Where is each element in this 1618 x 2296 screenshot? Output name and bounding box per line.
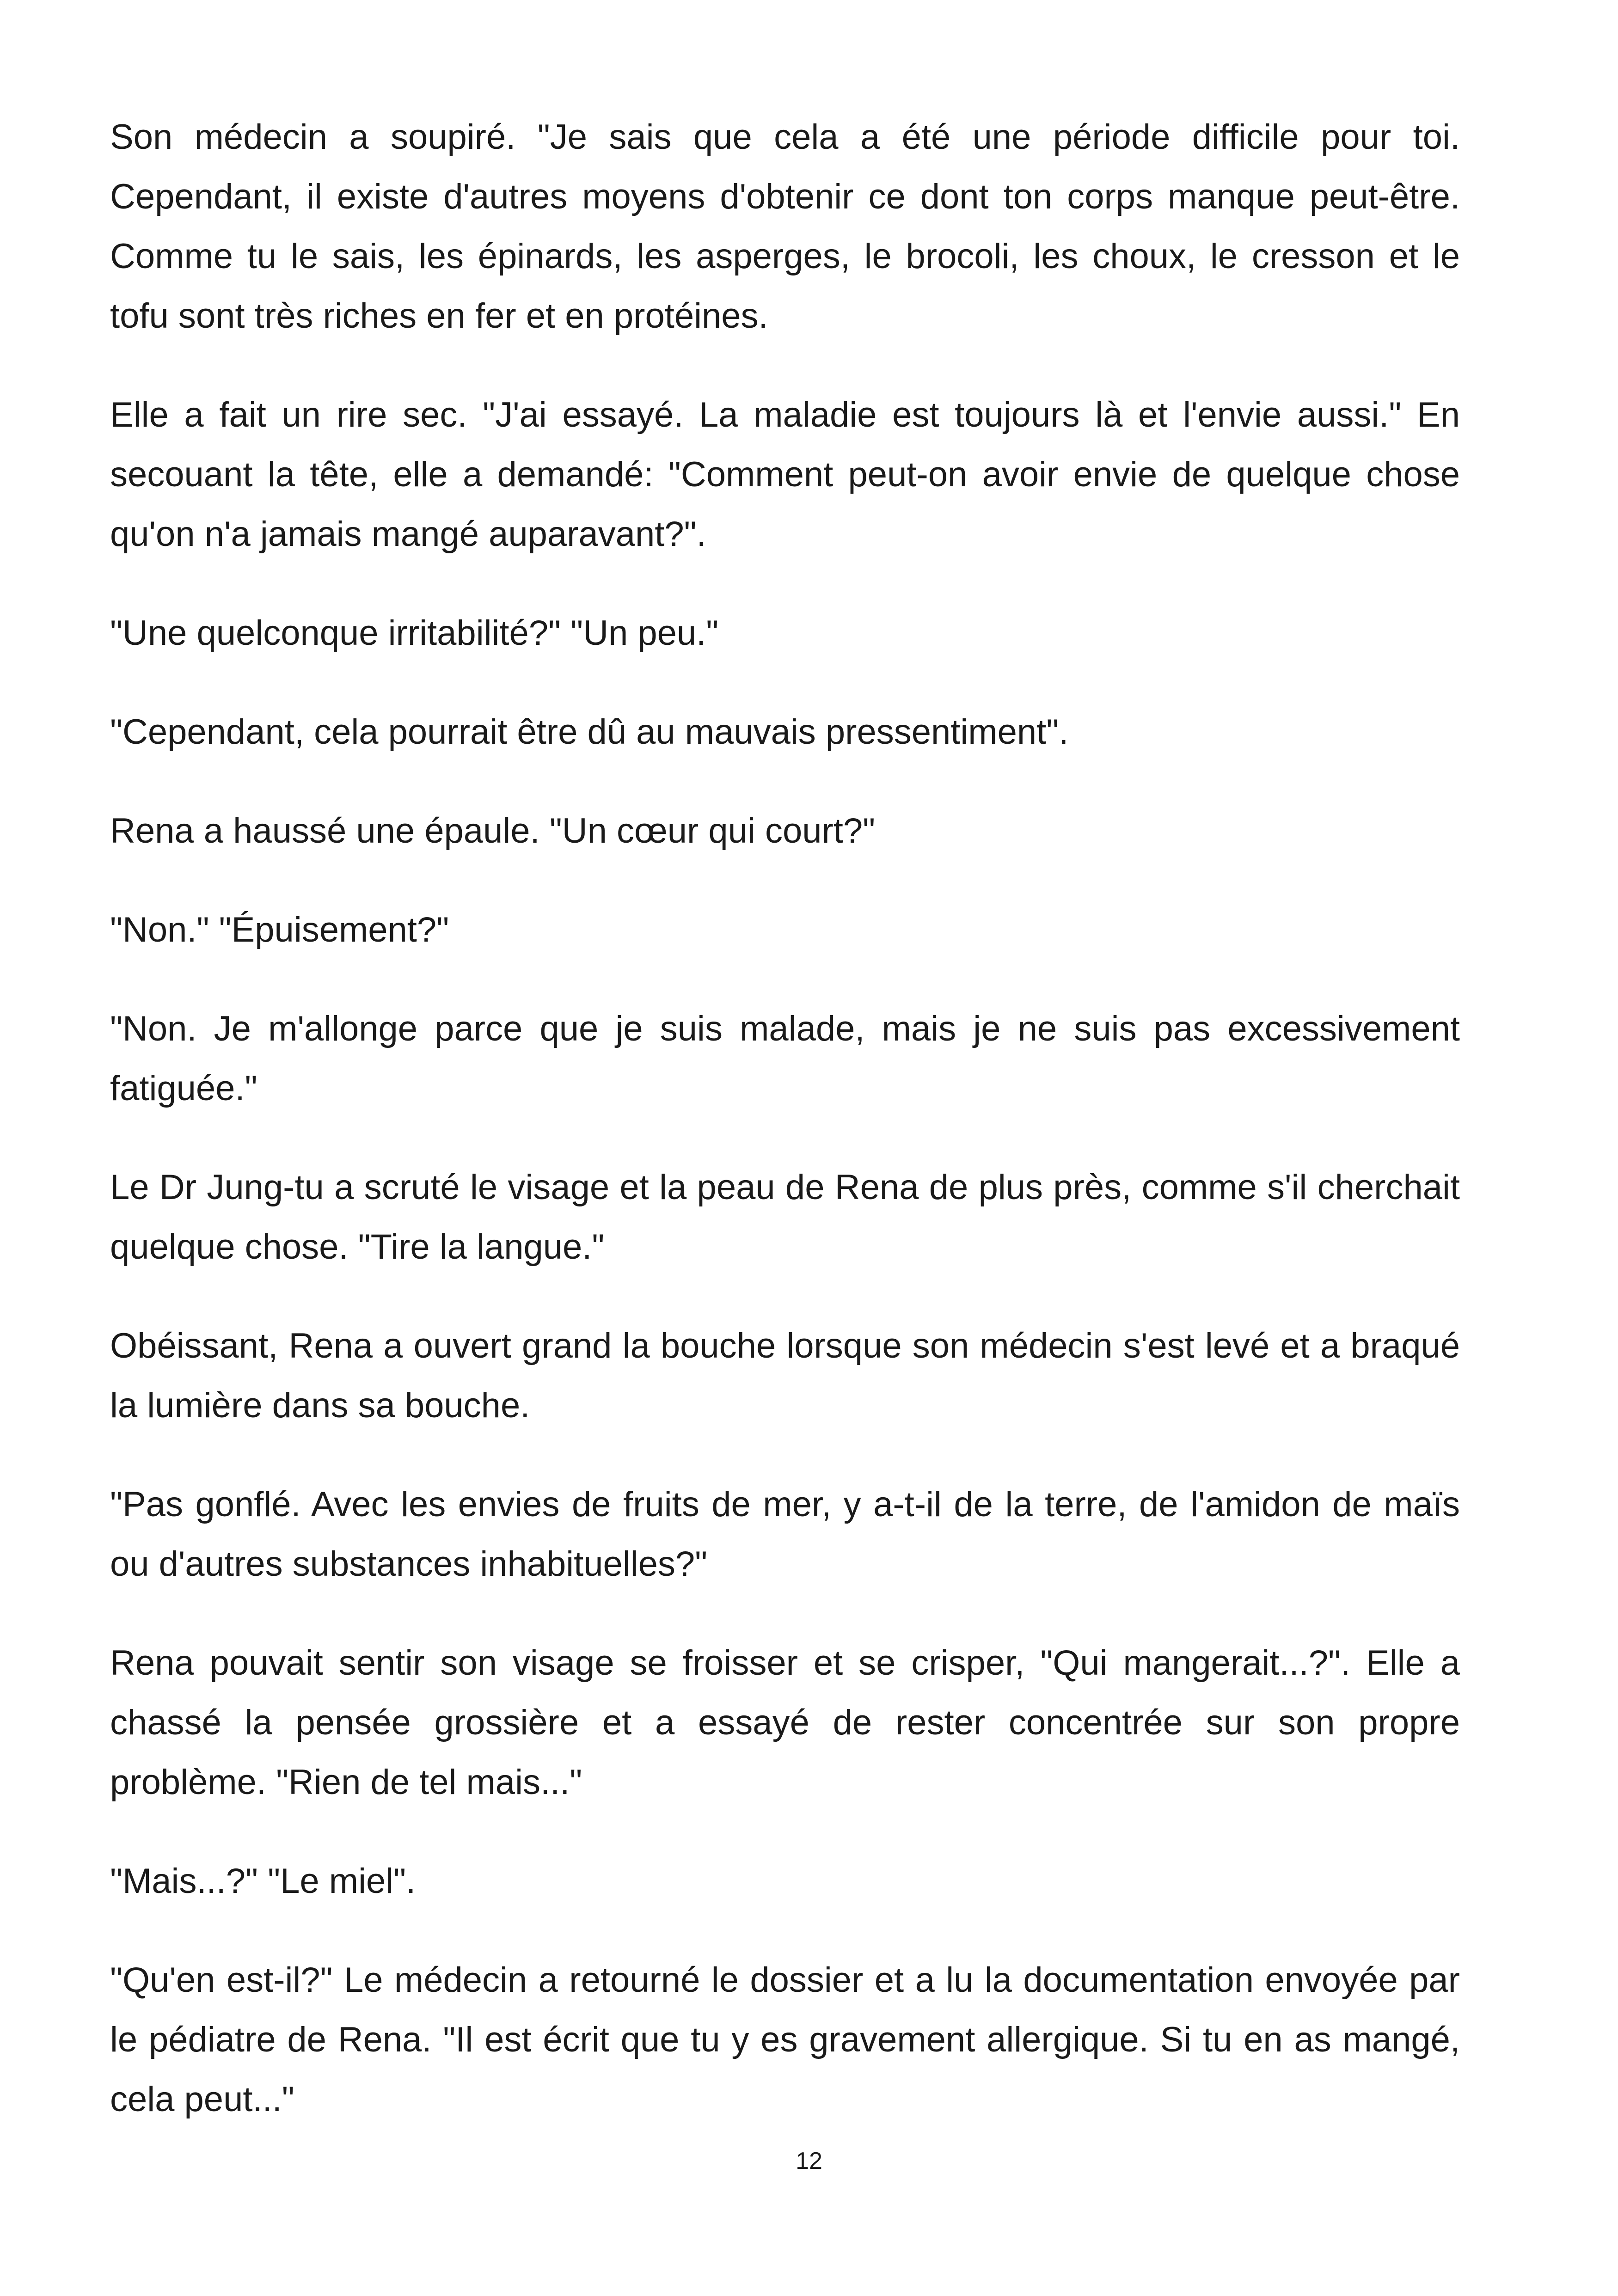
paragraph-5: Rena a haussé une épaule. "Un cœur qui court?"	[110, 811, 876, 851]
paragraph-7: "Non. Je m'allonge parce que je suis malade, mais je ne suis pas excessivement fatiguée."	[110, 1009, 1460, 1108]
page-number: 12	[796, 2148, 822, 2174]
paragraph-4: "Cependant, cela pourrait être dû au mauvais pressentiment".	[110, 712, 1069, 752]
paragraph-3: "Une quelconque irritabilité?" "Un peu."	[110, 613, 719, 653]
paragraph-6: "Non." "Épuisement?"	[110, 910, 449, 949]
body-text	[110, 107, 1460, 2168]
paragraph-2: Elle a fait un rire sec. "J'ai essayé. La maladie est toujours là et l'envie aussi." En secouant la tête, elle a demandé: "Comment peut-on avoir envie de quelque chose qu'on n'a jamais mangé auparavant?".	[110, 395, 1460, 554]
paragraph-11: Rena pouvait sentir son visage se froisser et se crisper, "Qui mangerait...?". Elle a chassé la pensée grossière et a essayé de rester concentrée sur son propre problème. "Rien de tel mais..."	[110, 1643, 1460, 1802]
paragraph-12: "Mais...?" "Le miel".	[110, 1861, 416, 1901]
paragraph-10: "Pas gonflé. Avec les envies de fruits de mer, y a-t-il de la terre, de l'amidon de maïs ou d'autres substances inhabituelles?"	[110, 1485, 1460, 1584]
paragraph-13: "Qu'en est-il?" Le médecin a retourné le dossier et a lu la documentation envoyée par le pédiatre de Rena. "Il est écrit que tu y es gravement allergique. Si tu en as mangé, cela peut..."	[110, 1960, 1460, 2119]
paragraph-8: Le Dr Jung-tu a scruté le visage et la peau de Rena de plus près, comme s'il cherchait quelque chose. "Tire la langue."	[110, 1168, 1460, 1267]
paragraph-9: Obéissant, Rena a ouvert grand la bouche lorsque son médecin s'est levé et a braqué la lumière dans sa bouche.	[110, 1326, 1460, 1425]
paragraph-1: Son médecin a soupiré. "Je sais que cela a été une période difficile pour toi. Cependant, il existe d'autres moyens d'obtenir ce dont ton corps manque peut-être. Comme tu le sais, les épinards, les asperges, le brocoli, les choux, le cresson et le tofu sont très riches en fer et en protéines.	[110, 117, 1460, 336]
